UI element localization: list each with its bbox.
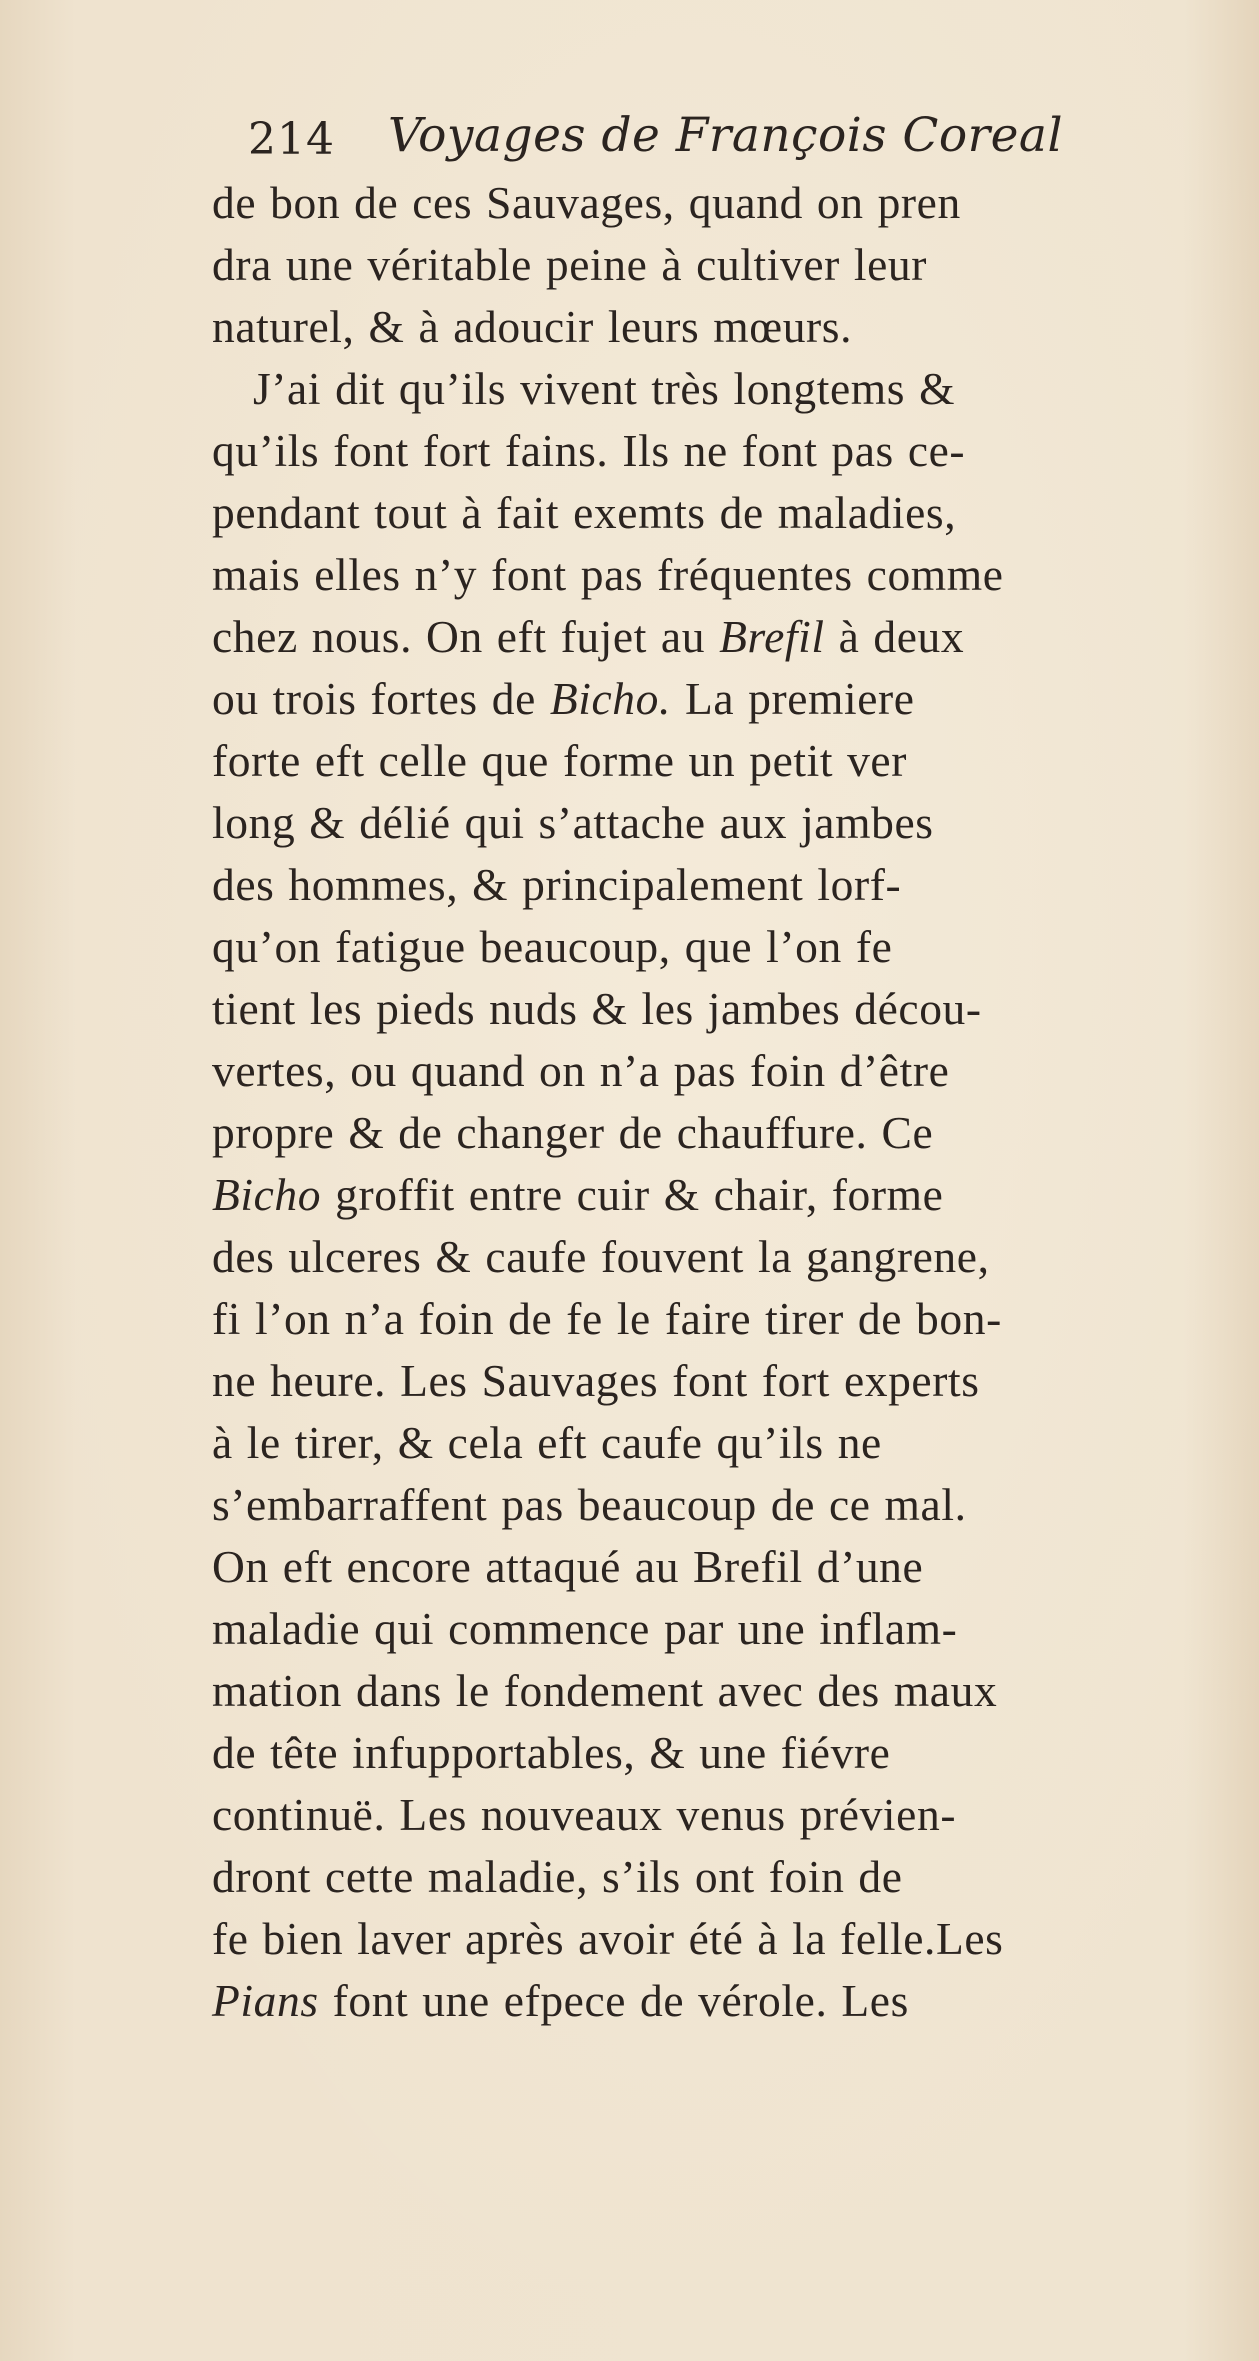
text-line: naturel, & à adoucir leurs mœurs. (212, 301, 853, 352)
text-segment: groffit entre cuir & chair, forme (335, 1169, 944, 1220)
page-header (248, 108, 1068, 168)
text-line (212, 1970, 1202, 2032)
text-segment: font une efpece de vérole. Les (332, 1975, 909, 2026)
text-line: forte eft celle que forme un petit ver (212, 735, 907, 786)
text-line: mation dans le fondement avec des maux (212, 1665, 998, 1716)
text-line (212, 606, 1202, 668)
text-line: des hommes, & principalement lorf- (212, 859, 902, 910)
italic-term-brefil: Brefil (719, 611, 825, 662)
italic-term-pians: Pians (212, 1975, 319, 2026)
text-line: qu’ils font fort fains. Ils ne font pas ce- (212, 425, 966, 476)
text-line: s’embarraffent pas beaucoup de ce mal. (212, 1479, 967, 1530)
text-line: ne heure. Les Sauvages font fort experts (212, 1355, 980, 1406)
text-line: dra une véritable peine à cultiver leur (212, 239, 928, 290)
text-segment: La premiere (684, 673, 915, 724)
text-line: fe bien laver après avoir été à la felle.Les (212, 1913, 1004, 1964)
text-line: J’ai dit qu’ils vivent très longtems & (253, 363, 956, 414)
text-line: fi l’on n’a foin de fe le faire tirer de bon- (212, 1293, 1002, 1344)
text-segment: chez nous. On eft fujet au (212, 611, 706, 662)
text-line: continuë. Les nouveaux venus prévien- (212, 1789, 957, 1840)
text-line: vertes, ou quand on n’a pas foin d’être (212, 1045, 950, 1096)
text-line: pendant tout à fait exemts de maladies, (212, 487, 957, 538)
body-text (212, 172, 1202, 2032)
text-line: qu’on fatigue beaucoup, que l’on fe (212, 921, 893, 972)
text-line: de bon de ces Sauvages, quand on pren (212, 177, 961, 228)
text-line: dront cette maladie, s’ils ont foin de (212, 1851, 903, 1902)
text-line: à le tirer, & cela eft caufe qu’ils ne (212, 1417, 882, 1468)
text-line: long & délié qui s’attache aux jambes (212, 797, 934, 848)
running-title: Voyages de François Coreal (388, 108, 1063, 163)
italic-term-bicho: Bicho (212, 1169, 322, 1220)
text-line: maladie qui commence par une inflam- (212, 1603, 958, 1654)
text-line: On eft encore attaqué au Brefil d’une (212, 1541, 924, 1592)
text-line: de tête infupportables, & une fiévre (212, 1727, 891, 1778)
text-line (212, 1164, 1202, 1226)
page-number: 214 (248, 114, 335, 165)
text-line: mais elles n’y font pas fréquentes comme (212, 549, 1004, 600)
italic-term-bicho: Bicho. (549, 673, 671, 724)
text-line: des ulceres & caufe fouvent la gangrene, (212, 1231, 990, 1282)
text-line (212, 668, 1202, 730)
text-segment: à deux (838, 611, 965, 662)
text-line: propre & de changer de chauffure. Ce (212, 1107, 934, 1158)
text-line: tient les pieds nuds & les jambes décou- (212, 983, 982, 1034)
text-segment: ou trois fortes de (212, 673, 536, 724)
